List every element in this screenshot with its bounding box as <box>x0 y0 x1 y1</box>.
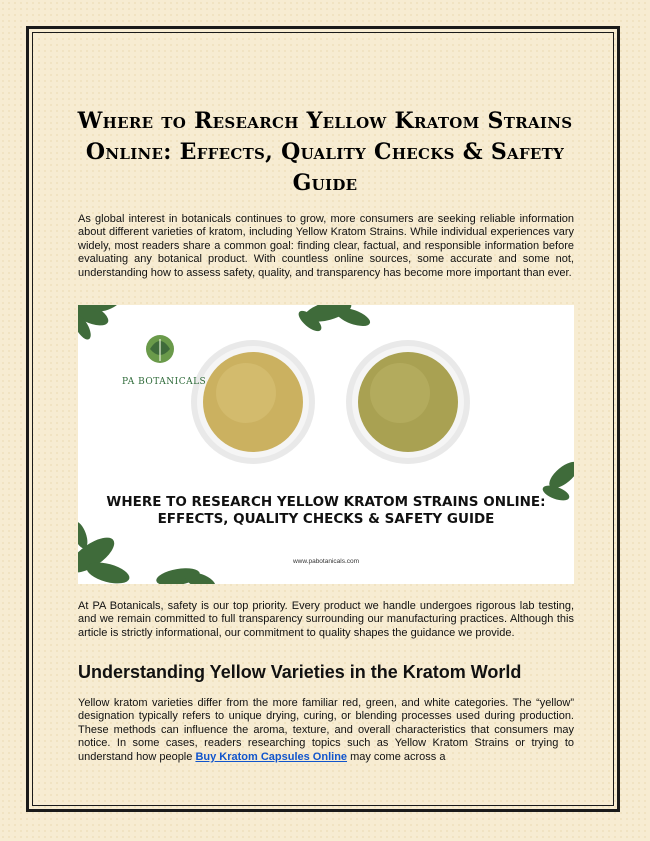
banner-artwork <box>78 305 574 584</box>
leaf-decoration-bottom-center <box>155 565 217 584</box>
kratom-powder-bowl-left <box>191 340 315 464</box>
kratom-powder-bowl-right <box>346 340 470 464</box>
section-heading: Understanding Yellow Varieties in the Kratom World <box>78 662 522 682</box>
section-paragraph-text-end: may come across a <box>347 750 446 763</box>
section-paragraph-text: Yellow kratom varieties differ from the more familiar red, green, and white categories. The “yellow” designation typically refers to unique drying, curing, or blending processes used during production. These methods can influence the aroma, texture, and overall characteristics that consumers may notice. In some cases, readers researching topics such as Yellow Kratom Strains or trying to understand how people <box>78 697 574 763</box>
safety-paragraph: At PA Botanicals, safety is our top priority. Every product we handle undergoes rigorous lab testing, and we remain committed to full transparency surrounding our manufacturing practices. Although this article is strictly informational, our commitment to quality shapes the guidance we provide. <box>78 600 574 639</box>
leaf-decoration-top-left <box>78 305 123 342</box>
article-banner-image <box>78 305 574 584</box>
pa-botanicals-logo-icon <box>146 335 174 363</box>
leaf-decoration-bottom-left <box>78 520 132 584</box>
buy-kratom-capsules-link[interactable]: Buy Kratom Capsules Online <box>195 750 348 763</box>
section-paragraph <box>78 697 574 764</box>
banner-title: WHERE TO RESEARCH YELLOW KRATOM STRAINS ONLINE: EFFECTS, QUALITY CHECKS & SAFETY GUIDE <box>106 494 546 527</box>
document-title: Where to Research Yellow Kratom Strains Online: Effects, Quality Checks & Safety Guide <box>77 108 573 196</box>
leaf-decoration-top-right <box>295 305 372 335</box>
banner-url: www.pabotanicals.com <box>292 558 360 565</box>
intro-paragraph: As global interest in botanicals continues to grow, more consumers are seeking reliable information about different varieties of kratom, including Yellow Kratom Strains. While individual experiences vary widely, most readers share a common goal: finding clear, factual, and responsible information before evaluating any botanical product. With countless online sources, some accurate and some not, understanding how to assess safety, quality, and transparency has become more important than ever. <box>78 213 574 279</box>
pa-botanicals-logo-text: PA BOTANICALS <box>122 377 207 387</box>
